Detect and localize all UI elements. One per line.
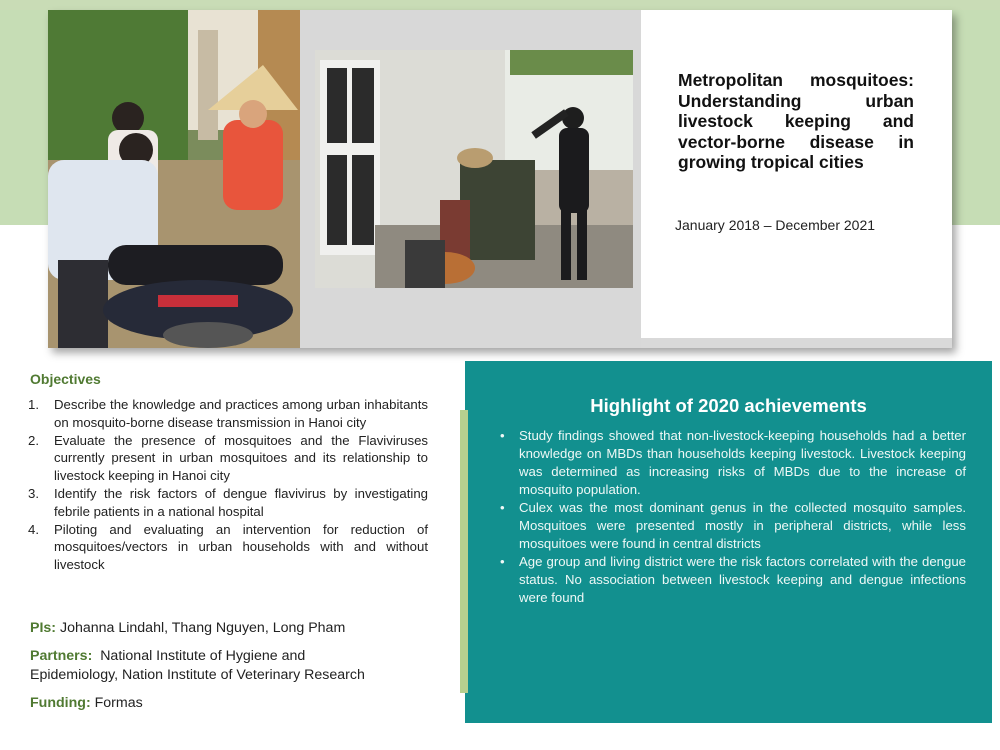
highlight-item: • Age group and living district were the risk factors correlated with the dengue status. No association between livestock keeping and dengue infections were found <box>500 554 966 605</box>
project-title: Metropolitan mosquitoes: Understanding urban livestock keeping and vector-borne disease in growing tropical cities <box>678 70 914 172</box>
title-panel <box>641 10 952 338</box>
top-band <box>0 0 1000 10</box>
pis-line <box>30 619 450 638</box>
partners-label: Partners: <box>30 648 93 664</box>
partners-line <box>30 647 370 685</box>
household-courtyard-photo <box>315 50 633 288</box>
highlights-title: Highlight of 2020 achievements <box>590 395 867 416</box>
field-visit-photo <box>48 10 300 348</box>
highlight-item: • Culex was the most dominant genus in the collected mosquito samples. Mosquitoes were presented mostly in peripheral districts, while less mosquitoes were found in central districts <box>500 500 966 551</box>
partners-value: National Institute of Hygiene and Epidemiology, Nation Institute of Veterinary Research <box>30 648 365 683</box>
objective-item: 2. Evaluate the presence of mosquitoes and the Flaviviruses currently present in urban mosquitoes and its relationship to livestock keeping in Hanoi city <box>28 432 428 484</box>
objective-item: 4. Piloting and evaluating an intervention for reduction of mosquitoes/vectors in urban households with and without livestock <box>28 521 428 573</box>
project-dates: January 2018 – December 2021 <box>675 217 876 233</box>
section-divider <box>460 410 468 693</box>
objectives-list <box>28 396 428 574</box>
objective-item: 1. Describe the knowledge and practices among urban inhabitants on mosquito-borne disease transmission in Hanoi city <box>28 397 428 430</box>
funding-label: Funding: <box>30 695 91 711</box>
pis-label: PIs: <box>30 620 57 636</box>
highlight-item: • Study findings showed that non-livestock-keeping households had a better knowledge on MBDs than households keeping livestock. Livestock keeping was determined as increasing risks of MBDs due to the increase of mosquito population. <box>500 428 966 497</box>
objective-item: 3. Identify the risk factors of dengue flavivirus by investigating febrile patients in a national hospital <box>28 485 428 519</box>
objectives-heading: Objectives <box>30 371 101 387</box>
pis-value: Johanna Lindahl, Thang Nguyen, Long Pham <box>59 620 346 636</box>
funding-line <box>30 694 450 713</box>
funding-value: Formas <box>94 695 143 711</box>
highlights-list <box>500 427 966 607</box>
